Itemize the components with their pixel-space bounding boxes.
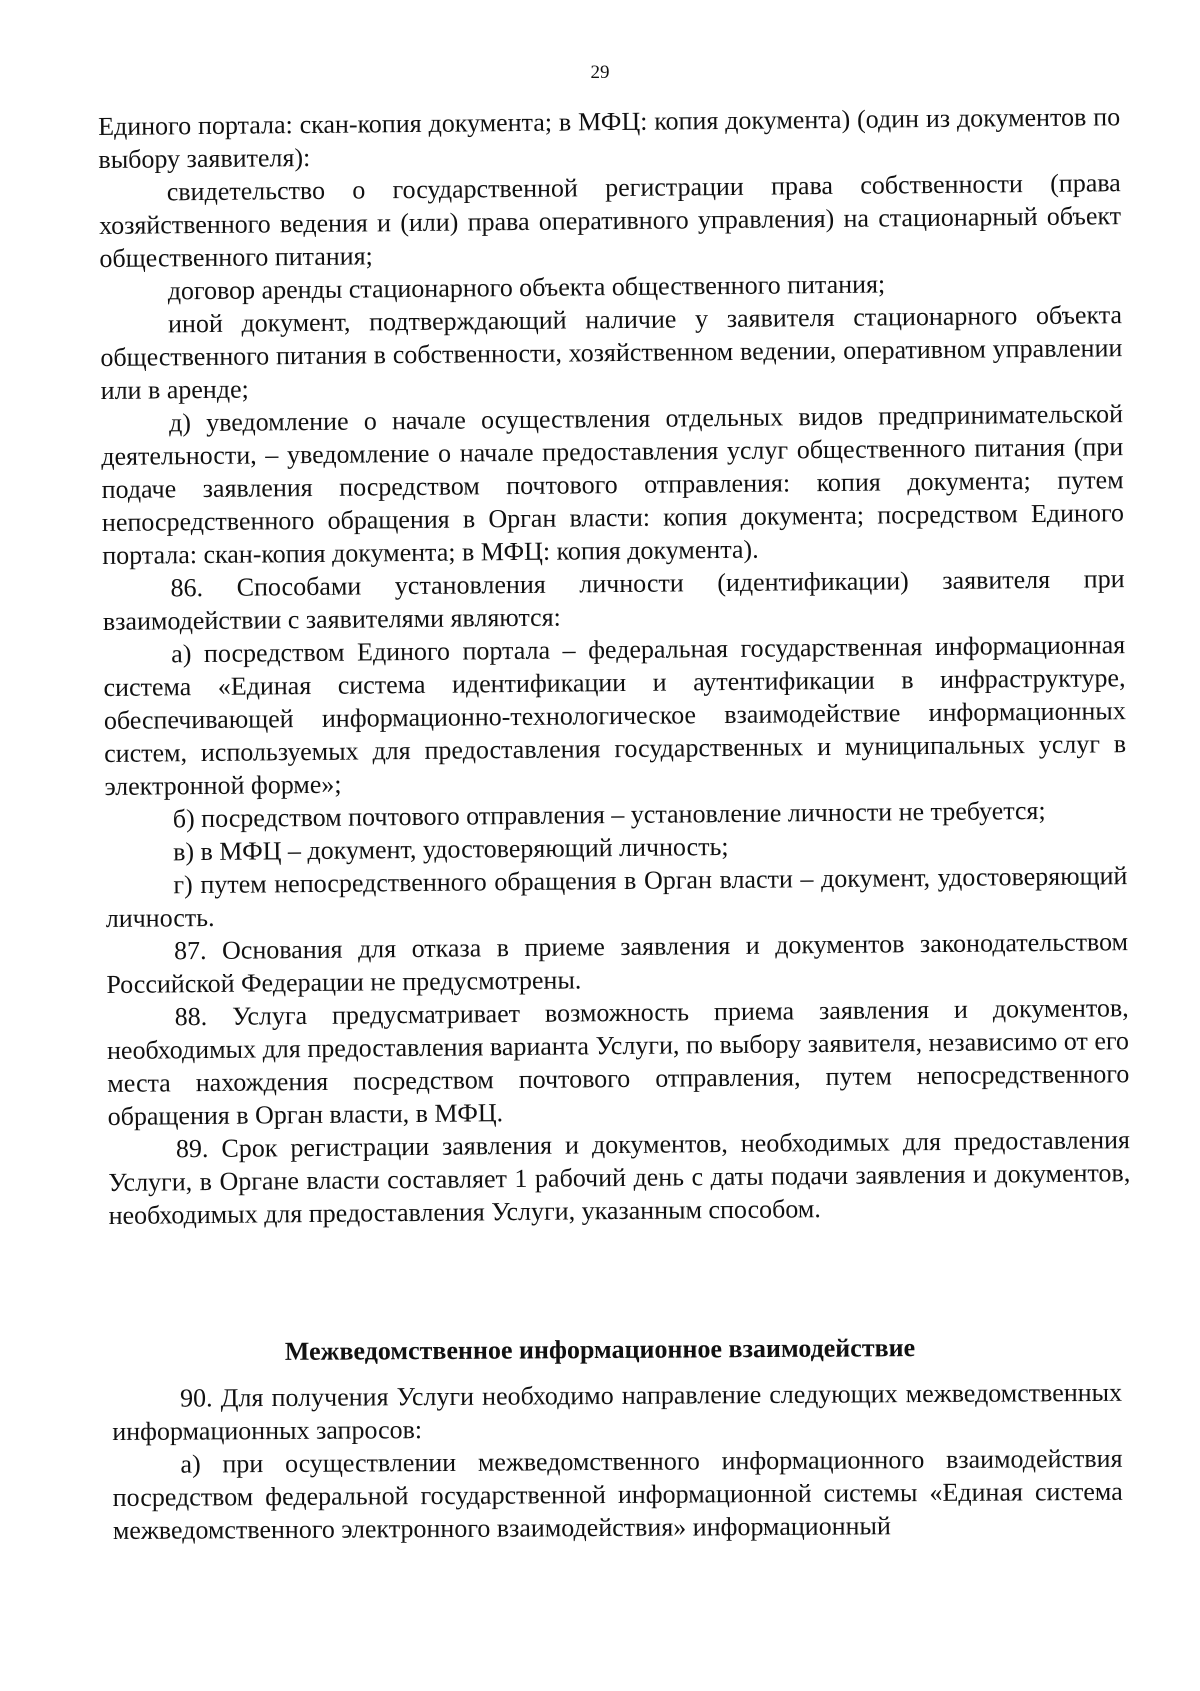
paragraph: в) в МФЦ – документ, удостоверяющий личность; <box>172 831 729 867</box>
paragraph: договор аренды стационарного объекта общественного питания; <box>167 269 886 306</box>
paragraph: 86. Способами установления личности (идентификации) заявителя при взаимодействии с заявителями являются: <box>102 564 1125 636</box>
section-heading: Межведомственное информационное взаимодействие <box>284 1333 916 1366</box>
body-text-bottom <box>112 1376 1123 1547</box>
page-number: 29 <box>590 62 610 83</box>
paragraph: а) посредством Единого портала – федеральная государственная информационная система «Единая система идентификации и аутентификации в инфраструктуре, обеспечивающей информационно-технологическое взаимодействие информационных систем, используемых для предоставления государственных и муниципальных услуг в электронной форме»; <box>103 630 1127 801</box>
paragraph: 89. Срок регистрации заявления и документов, необходимых для предоставления Услуги, в Органе власти составляет 1 рабочий день с даты подачи заявления и документов, необходимых для предоставления Услуги, указанным способом. <box>108 1125 1131 1230</box>
paragraph: а) при осуществлении межведомственного информационного взаимодействия посредством федеральной государственной информационной системы «Единая система межведомственного электронного взаимодействия» информационный <box>112 1443 1123 1545</box>
body-text-top <box>98 100 1131 1232</box>
paragraph: 90. Для получения Услуги необходимо направление следующих межведомственных информационных запросов: <box>112 1377 1123 1446</box>
paragraph: г) путем непосредственного обращения в Орган власти – документ, удостоверяющий личность. <box>105 861 1128 933</box>
paragraph: свидетельство о государственной регистрации права собственности (права хозяйственного ведения и (или) права оперативного управления) на стационарный объект общественного питания; <box>98 168 1122 273</box>
paragraph: 87. Основания для отказа в приеме заявления и документов законодательством Российской Федерации не предусмотрены. <box>106 927 1129 999</box>
paragraph: б) посредством почтового отправления – установление личности не требуется; <box>172 795 1046 834</box>
paragraph: 88. Услуга предусматривает возможность приема заявления и документов, необходимых для предоставления варианта Услуги, по выбору заявителя, независимо от его места нахождения посредством почтового отправления, путем непосредственного обращения в Орган власти, в МФЦ. <box>106 993 1130 1131</box>
paragraph: д) уведомление о начале осуществления отдельных видов предпринимательской деятельности, – уведомление о начале предоставления услуг общественного питания (при подаче заявления посредством почтового отправления: копия документа; путем непосредственного обращения в Орган власти: копия документа; посредством Единого портала: скан-копия документа; в МФЦ: копия документа). <box>101 399 1125 570</box>
paragraph: иной документ, подтверждающий наличие у заявителя стационарного объекта общественного питания в собственности, хозяйственном ведении, оперативном управлении или в аренде; <box>100 300 1123 405</box>
paragraph: Единого портала: скан-копия документа; в МФЦ: копия документа) (один из документов по выбору заявителя): <box>98 102 1121 174</box>
